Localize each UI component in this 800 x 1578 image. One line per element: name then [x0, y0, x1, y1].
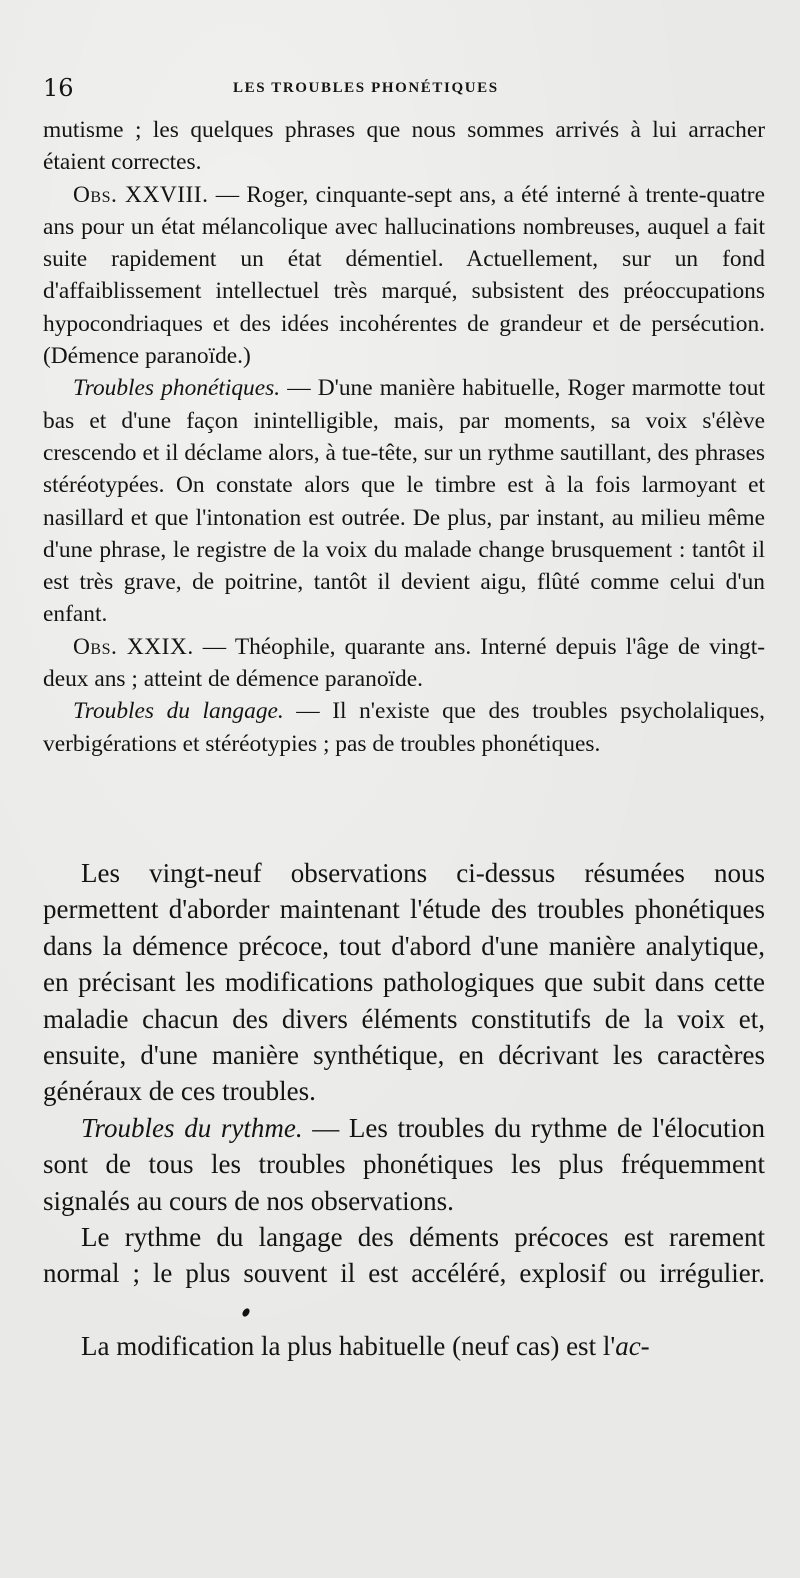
observation-label: Obs. XXVIII. — [73, 181, 209, 208]
section-text: — D'une manière habituelle, Roger marmotte tout bas et d'une façon inintelligible, mais, par moments, sa voix s'élève crescendo et il déclame alors, à tue-tête, sur un rythme sautillant, des phrases stéréotypées. On constate alors que le timbre est à la fois larmoyant et nasillard et que l'intonation est outrée. De plus, par instant, au milieu même d'une phrase, le registre de la voix du malade change brusquement : tantôt il est très grave, de poitrine, tantôt il devient aigu, flûté comme celui d'un enfant. — [43, 375, 765, 628]
section-text: — Il n'existe que des troubles psycholaliques, verbigérations et stéréotypies ; pas de troubles phonétiques. — [43, 698, 766, 757]
troubles-langage-paragraph — [43, 695, 765, 760]
analysis-section — [43, 855, 765, 1365]
paragraph-text: Les vingt-neuf observations ci-dessus résumées nous permettent d'aborder maintenant l'étude des troubles phonétiques dans la démence précoce, tout d'abord d'une manière analytique, en précisant les modifications pathologiques que subit dans cette maladie chacun des divers éléments constitutifs de la voix et, ensuite, d'une manière synthétique, en décrivant les caractères généraux de ces troubles. — [43, 858, 765, 1107]
observation-28 — [43, 179, 765, 373]
paragraph-observations-summary — [43, 855, 765, 1110]
observation-label: Obs. XXIX. — [73, 633, 194, 660]
section-label: Troubles phonétiques. — [73, 375, 281, 402]
paragraph-italic-text: ac- — [615, 1331, 650, 1362]
ink-mark — [241, 1307, 251, 1318]
running-title: LES TROUBLES PHONÉTIQUES — [233, 80, 499, 96]
paragraph-rythme-langage — [43, 1219, 765, 1328]
section-label: Troubles du rythme. — [81, 1112, 303, 1143]
page-number: 16 — [43, 74, 74, 102]
observation-text: — Roger, cinquante-sept ans, a été interné à trente-quatre ans pour un état mélancolique avec hallucinations nombreuses, auquel a fait suite rapidement un état démentiel. Actuellement, sur un fond d'affaiblissement intellectuel très marqué, subsistent des préoccupations hypocondriaques et des idées incohérentes de grandeur et de persécution. (Démence paranoïde.) — [43, 181, 765, 370]
paragraph-text: Le rythme du langage des déments précoces est rarement normal ; le plus souvent il est accéléré, explosif ou irrégulier. — [43, 1222, 765, 1289]
section-label: Troubles du langage. — [73, 698, 284, 725]
paragraph-text: La modification la plus habituelle (neuf cas) est l' — [81, 1331, 616, 1362]
page-header — [43, 74, 763, 104]
troubles-phonetiques-paragraph — [43, 372, 765, 630]
troubles-rythme-paragraph — [43, 1110, 765, 1219]
paragraph-mutisme — [43, 114, 765, 179]
paragraph-modification — [43, 1328, 765, 1364]
observation-text: — Théophile, quarante ans. Interné depuis l'âge de vingt-deux ans ; atteint de démence paranoïde. — [43, 633, 765, 693]
observations-section — [43, 114, 765, 760]
section-text: — Les troubles du rythme de l'élocution sont de tous les troubles phonétiques les plus fréquemment signalés au cours de nos observations. — [43, 1112, 765, 1216]
paragraph-text: mutisme ; les quelques phrases que nous sommes arrivés à lui arracher étaient correctes. — [43, 117, 765, 176]
observation-29 — [43, 631, 765, 696]
